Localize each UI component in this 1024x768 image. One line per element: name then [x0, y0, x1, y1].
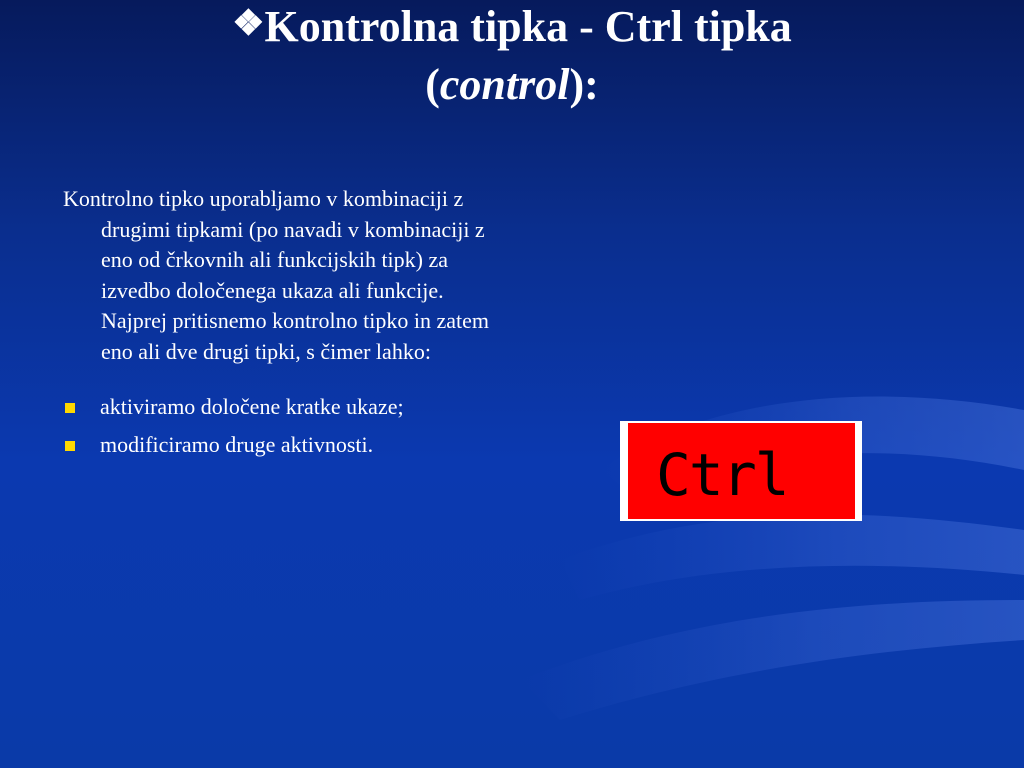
- list-item-text: aktiviramo določene kratke ukaze;: [100, 394, 404, 419]
- bullet-list: [63, 392, 493, 460]
- intro-paragraph: Kontrolno tipko uporabljamo v kombinaciji z drugimi tipkami (po navadi v kombinaciji z eno od črkovnih ali funkcijskih tipk) za izvedbo določenega ukaza ali funkcije. Najprej pritisnemo kontrolno tipko in zatem eno ali dve drugi tipki, s čimer lahko:: [63, 186, 489, 364]
- diamond-bullet-icon: ❖: [232, 3, 265, 43]
- title-italic-text: control: [439, 60, 570, 109]
- title-main-text: Kontrolna tipka - Ctrl tipka: [264, 2, 792, 51]
- title-paren-close: ):: [569, 60, 599, 109]
- slide-body: [63, 184, 493, 468]
- ctrl-key-image: [620, 421, 862, 521]
- title-paren-open: (: [425, 60, 440, 109]
- slide-title: [0, 0, 1024, 114]
- square-bullet-icon: [65, 403, 75, 413]
- list-item-text: modificiramo druge aktivnosti.: [100, 432, 374, 457]
- list-item: [63, 430, 493, 460]
- list-item: [63, 392, 493, 422]
- ctrl-key-face: [628, 423, 855, 519]
- square-bullet-icon: [65, 441, 75, 451]
- ctrl-key-label: Ctrl: [656, 441, 788, 509]
